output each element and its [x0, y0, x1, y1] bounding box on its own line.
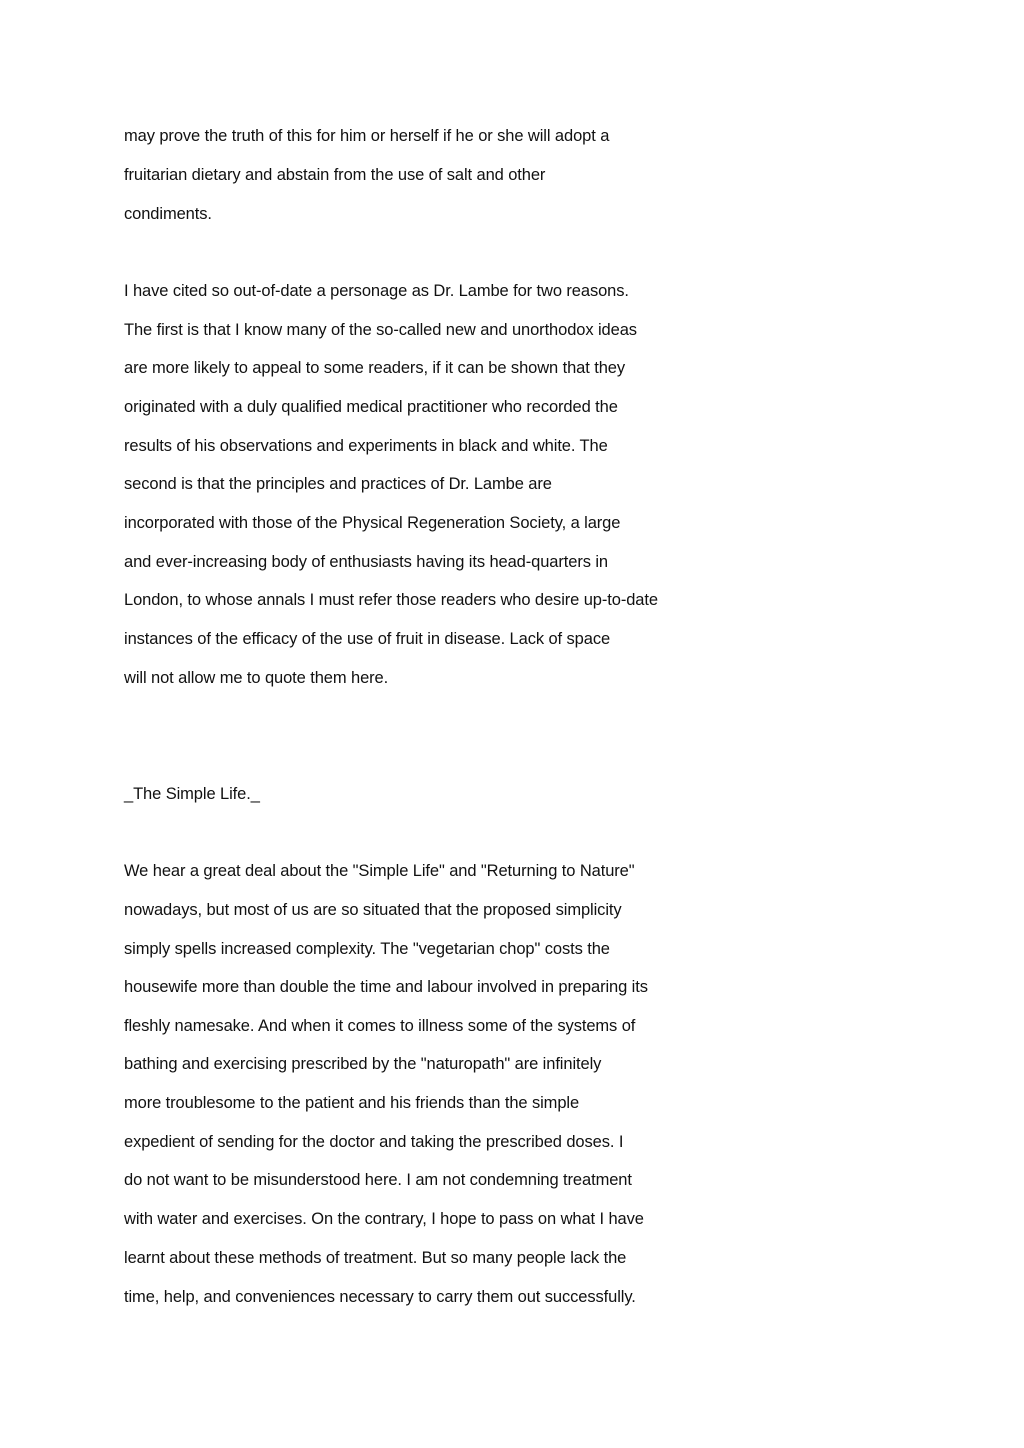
text-line: time, help, and conveniences necessary to carry them out successfully.: [124, 1288, 636, 1306]
text-line: results of his observations and experiments in black and white. The: [124, 437, 608, 455]
text-line: condiments.: [124, 205, 212, 223]
text-line: nowadays, but most of us are so situated that the proposed simplicity: [124, 901, 622, 919]
text-line: housewife more than double the time and labour involved in preparing its: [124, 978, 648, 996]
text-line: originated with a duly qualified medical practitioner who recorded the: [124, 398, 618, 416]
text-line: bathing and exercising prescribed by the "naturopath" are infinitely: [124, 1055, 602, 1073]
text-line: fleshly namesake. And when it comes to illness some of the systems of: [124, 1017, 636, 1035]
text-line: are more likely to appeal to some readers, if it can be shown that they: [124, 359, 626, 377]
text-line: The first is that I know many of the so-called new and unorthodox ideas: [124, 321, 637, 339]
text-line: We hear a great deal about the "Simple Life" and "Returning to Nature": [124, 862, 635, 880]
text-line: I have cited so out-of-date a personage as Dr. Lambe for two reasons.: [124, 282, 629, 300]
text-line: London, to whose annals I must refer those readers who desire up-to-date: [124, 591, 658, 609]
text-line: with water and exercises. On the contrary, I hope to pass on what I have: [124, 1210, 644, 1228]
text-line: instances of the efficacy of the use of fruit in disease. Lack of space: [124, 630, 611, 648]
text-line: expedient of sending for the doctor and taking the prescribed doses. I: [124, 1133, 624, 1151]
text-line: do not want to be misunderstood here. I am not condemning treatment: [124, 1171, 632, 1189]
text-line: may prove the truth of this for him or herself if he or she will adopt a: [124, 127, 610, 145]
text-line: will not allow me to quote them here.: [124, 669, 389, 687]
section-heading: _The Simple Life._: [124, 785, 260, 803]
text-line: second is that the principles and practices of Dr. Lambe are: [124, 475, 552, 493]
text-line: and ever-increasing body of enthusiasts having its head-quarters in: [124, 553, 609, 571]
text-line: learnt about these methods of treatment. But so many people lack the: [124, 1249, 627, 1267]
text-line: more troublesome to the patient and his friends than the simple: [124, 1094, 580, 1112]
text-line: simply spells increased complexity. The "vegetarian chop" costs the: [124, 940, 610, 958]
text-line: incorporated with those of the Physical Regeneration Society, a large: [124, 514, 621, 532]
text-line: fruitarian dietary and abstain from the use of salt and other: [124, 166, 546, 184]
